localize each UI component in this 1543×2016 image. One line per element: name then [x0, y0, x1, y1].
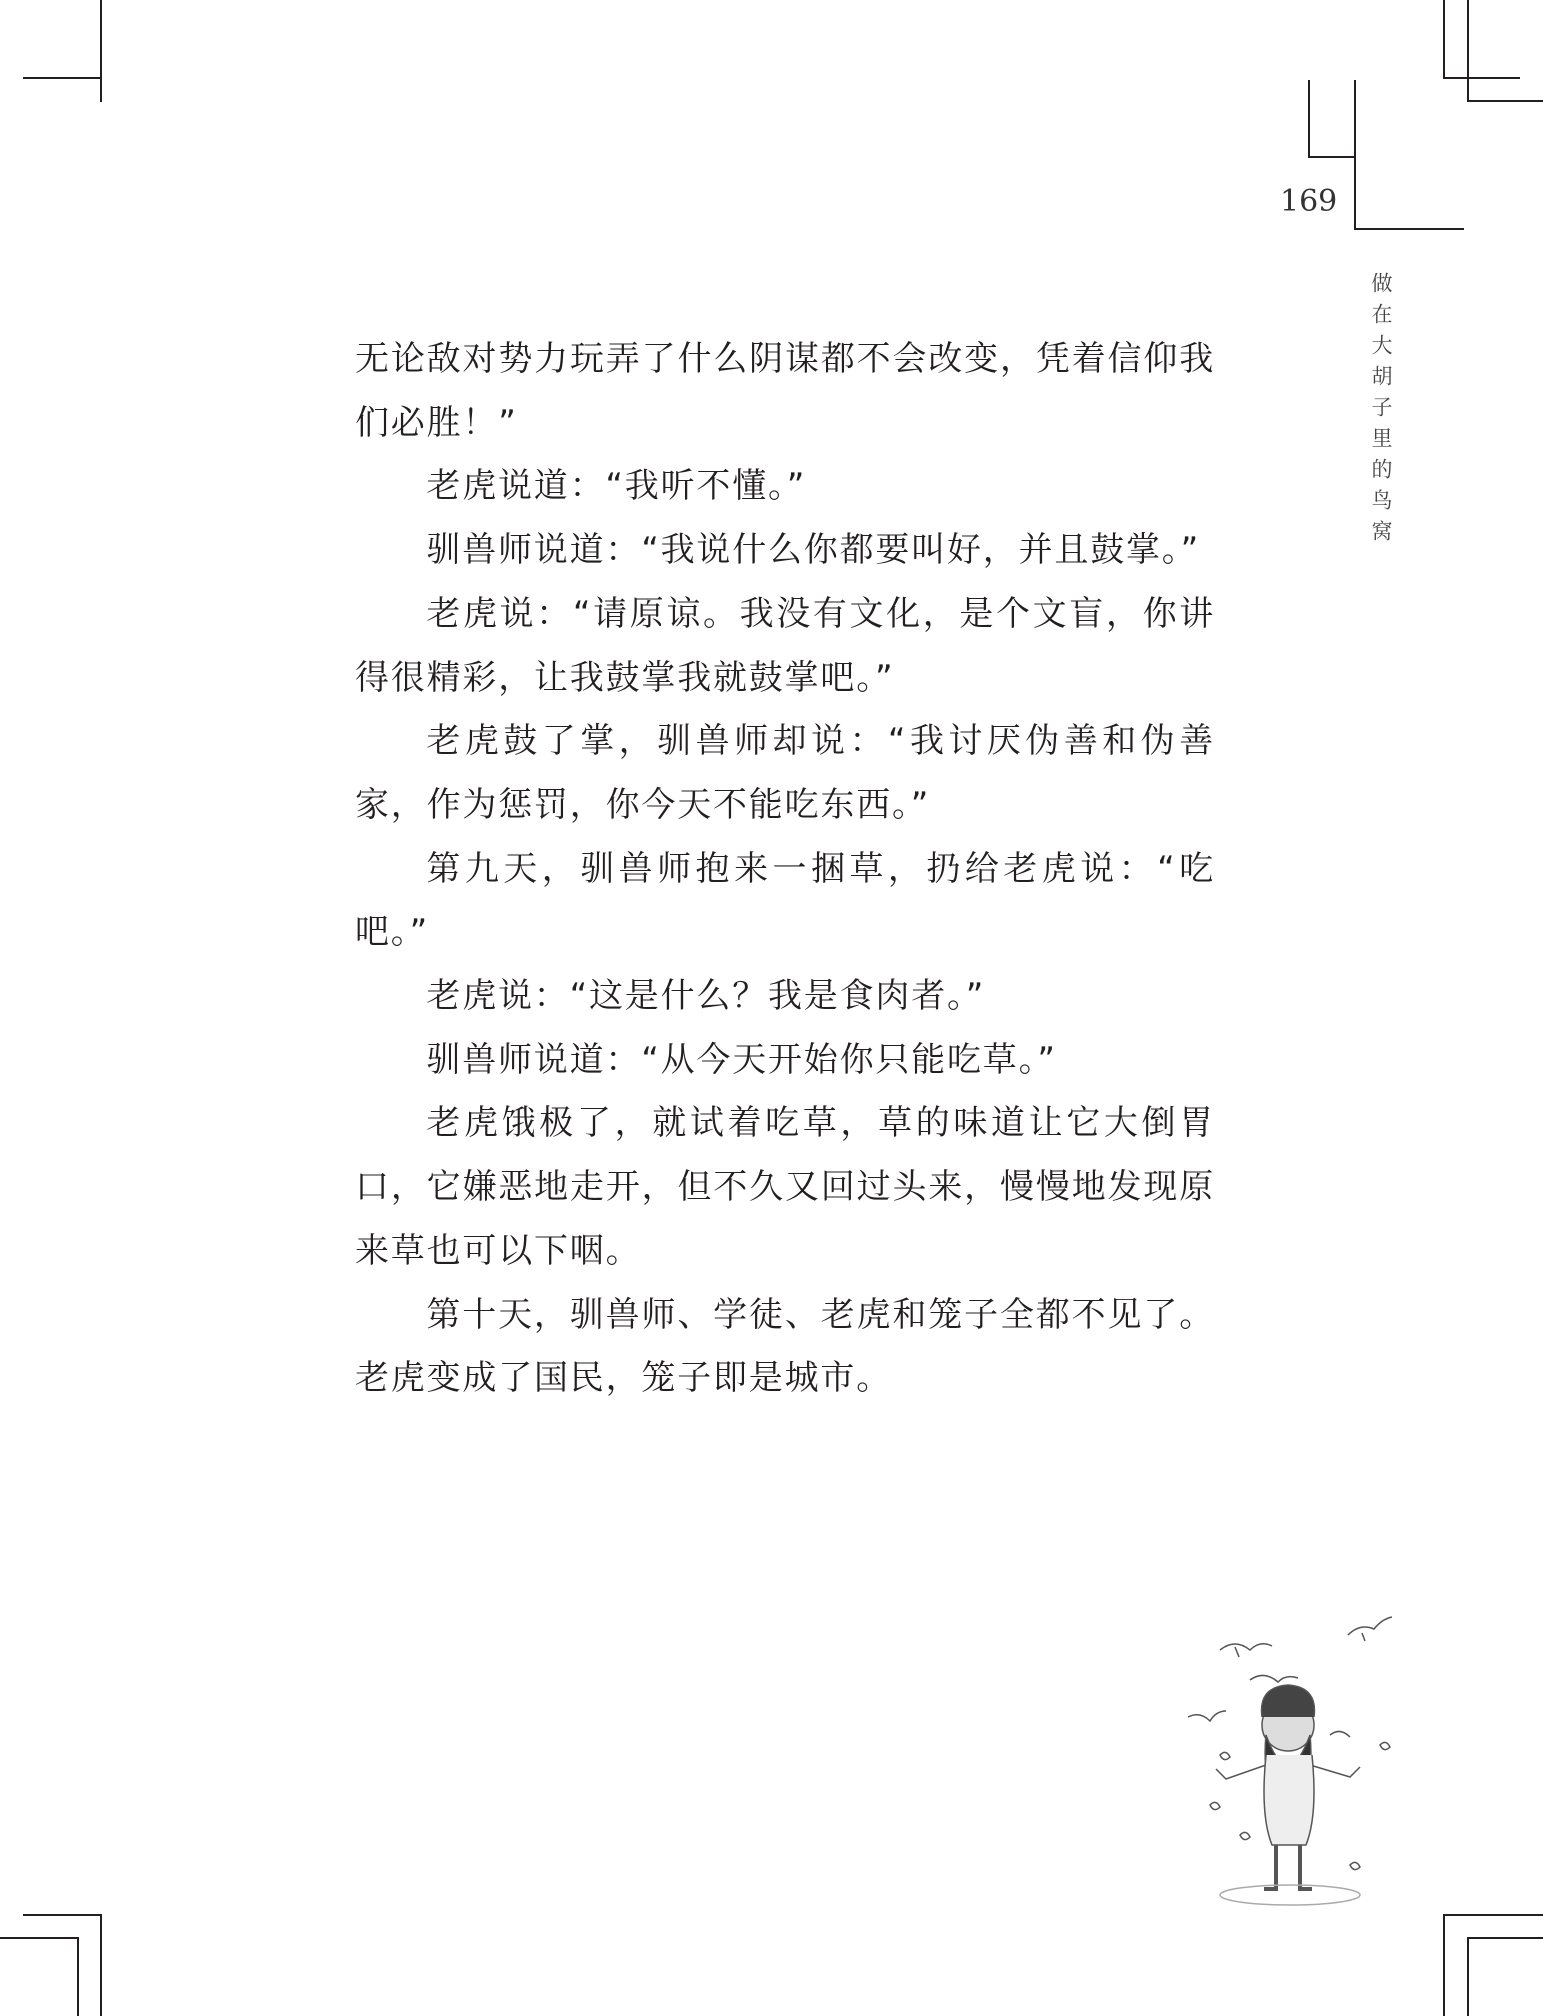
page-number: 169 [1280, 184, 1338, 219]
crop-mark [1467, 0, 1469, 102]
bearded-man-with-birds-illustration [1180, 1605, 1420, 1925]
paragraph: 老虎说道：“我听不懂。” [426, 466, 807, 507]
crop-mark [1443, 1914, 1543, 1916]
bird-icon [1220, 1644, 1272, 1657]
crop-mark [23, 1914, 102, 1916]
paragraph: 老虎饿极了，就试着吃草，草的味道让它大倒胃口，它嫌恶地走开，但不久又回过头来，慢慢地发现原来草也可以下咽。 [355, 1103, 1215, 1271]
bird-icon [1330, 1731, 1350, 1737]
crop-mark [23, 77, 102, 79]
paragraph: 无论敌对势力玩弄了什么阴谋都不会改变，凭着信仰我们必胜！” [355, 339, 1215, 443]
paragraph: 老虎鼓了掌，驯兽师却说：“我讨厌伪善和伪善家，作为惩罚，你今天不能吃东西。” [355, 721, 1215, 825]
crop-mark [1443, 1914, 1445, 2016]
paragraph: 老虎说：“这是什么？我是食肉者。” [426, 976, 986, 1017]
bird-icon [1250, 1675, 1298, 1682]
bird-icon [1348, 1617, 1392, 1641]
crop-mark [1443, 0, 1445, 79]
running-title: 做在大胡子里的鸟窝 [1369, 272, 1393, 551]
crop-mark [100, 1914, 102, 2016]
paragraph: 第九天，驯兽师抱来一捆草，扔给老虎说：“吃吧。” [355, 848, 1215, 953]
crop-mark [1443, 77, 1520, 79]
paragraph: 驯兽师说道：“我说什么你都要叫好，并且鼓掌。” [426, 530, 1201, 571]
crop-mark [0, 1937, 79, 1939]
header-rule [1354, 80, 1356, 230]
header-rule [1308, 156, 1356, 158]
body-text [355, 328, 1215, 1411]
paragraph: 第十天，驯兽师、学徒、老虎和笼子全都不见了。老虎变成了国民，笼子即是城市。 [355, 1294, 1215, 1399]
crop-mark [1467, 1937, 1543, 1939]
crop-mark [1467, 100, 1543, 102]
crop-mark [100, 0, 102, 102]
paragraph: 老虎说：“请原谅。我没有文化，是个文盲，你讲得很精彩，让我鼓掌我就鼓掌吧。” [355, 593, 1215, 698]
crop-mark [1467, 1937, 1469, 2016]
bird-icon [1188, 1711, 1226, 1721]
header-rule [1354, 228, 1464, 230]
header-rule [1308, 80, 1310, 158]
paragraph: 驯兽师说道：“从今天开始你只能吃草。” [426, 1039, 1057, 1080]
crop-mark [77, 1937, 79, 2016]
